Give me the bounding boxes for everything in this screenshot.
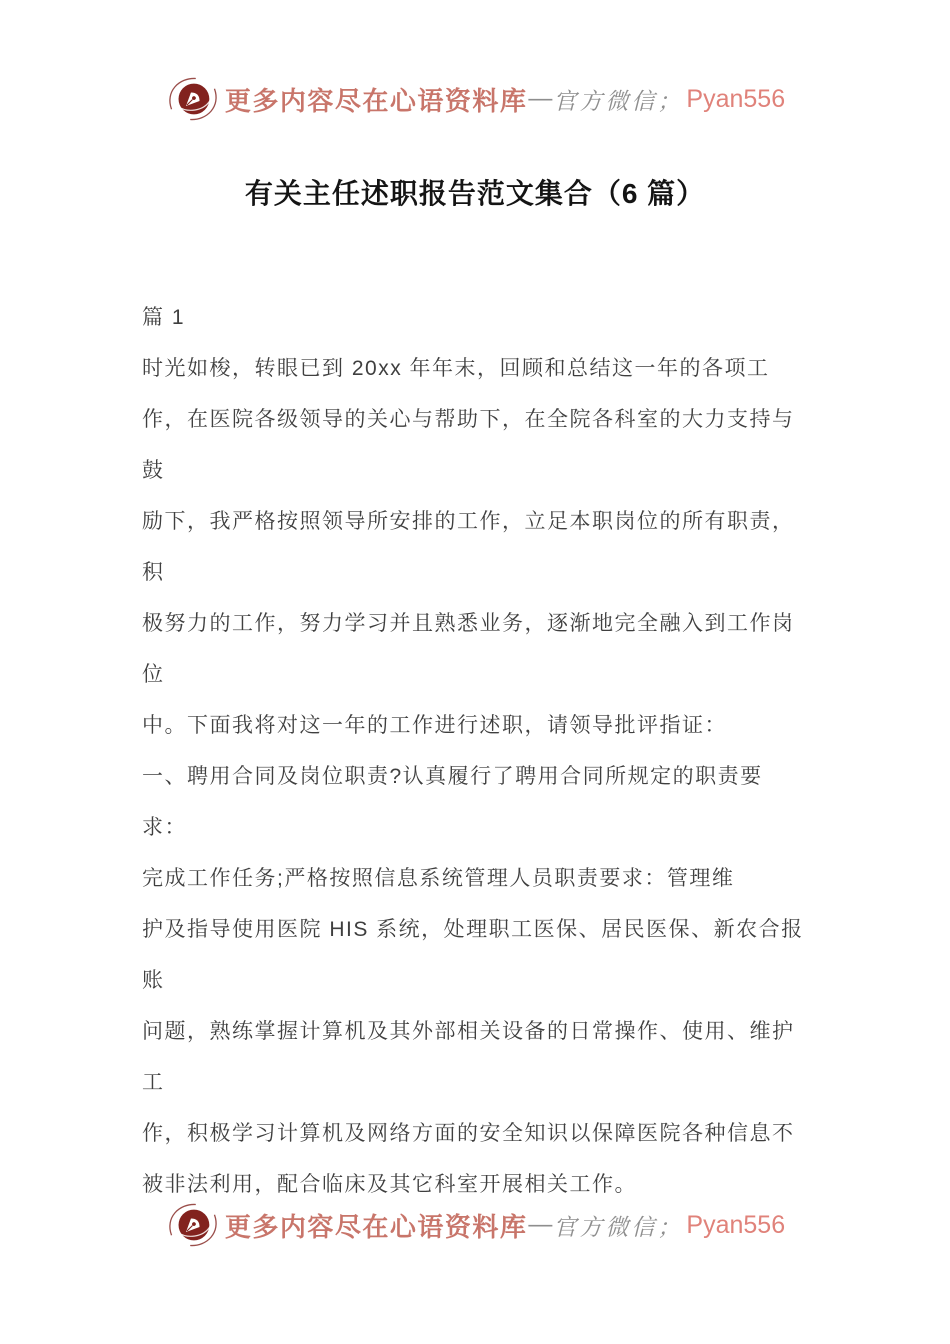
body-line: 励下，我严格按照领导所安排的工作，立足本职岗位的所有职责， [142, 510, 795, 533]
wechat-label: 官方微信； [553, 88, 684, 114]
body-line: 工 [142, 1071, 165, 1094]
document-body [142, 292, 842, 1210]
body-line: 问题，熟练掌握计算机及其外部相关设备的日常操作、使用、维护 [142, 1020, 795, 1043]
body-line: 位 [142, 663, 165, 686]
watermark-separator: — [528, 1211, 553, 1238]
pen-nib-logo-icon [165, 74, 221, 124]
body-line: 求： [142, 816, 187, 839]
pen-nib-logo-icon [165, 1200, 221, 1250]
watermark-brand-text: 更多内容尽在心语资料库 [224, 86, 528, 116]
body-line: 鼓 [142, 459, 165, 482]
body-line: 完成工作任务;严格按照信息系统管理人员职责要求：管理维 [142, 867, 735, 890]
watermark-brand-text: 更多内容尽在心语资料库 [224, 1212, 528, 1242]
body-line: 作，在医院各级领导的关心与帮助下，在全院各科室的大力支持与 [142, 408, 795, 431]
body-line: 篇 1 [142, 306, 186, 329]
body-line: 作，积极学习计算机及网络方面的安全知识以保障医院各种信息不 [142, 1122, 795, 1145]
watermark-footer [0, 1200, 950, 1250]
body-line: 账 [142, 969, 165, 992]
watermark-header [0, 74, 950, 124]
document-title: 有关主任述职报告范文集合（6 篇） [244, 178, 706, 209]
body-line: 护及指导使用医院 HIS 系统，处理职工医保、居民医保、新农合报 [142, 918, 804, 941]
wechat-label: 官方微信； [553, 1214, 684, 1240]
wechat-id: Pyan556 [686, 84, 786, 113]
body-line: 积 [142, 561, 165, 584]
watermark-separator: — [528, 85, 553, 112]
body-line: 极努力的工作，努力学习并且熟悉业务，逐渐地完全融入到工作岗 [142, 612, 795, 635]
body-line: 被非法利用，配合临床及其它科室开展相关工作。 [142, 1173, 637, 1196]
body-line: 一、聘用合同及岗位职责?认真履行了聘用合同所规定的职责要 [142, 765, 763, 788]
body-line: 中。下面我将对这一年的工作进行述职，请领导批评指证： [142, 714, 727, 737]
body-line: 时光如梭，转眼已到 20xx 年年末，回顾和总结这一年的各项工 [142, 357, 770, 380]
wechat-id: Pyan556 [686, 1210, 786, 1239]
